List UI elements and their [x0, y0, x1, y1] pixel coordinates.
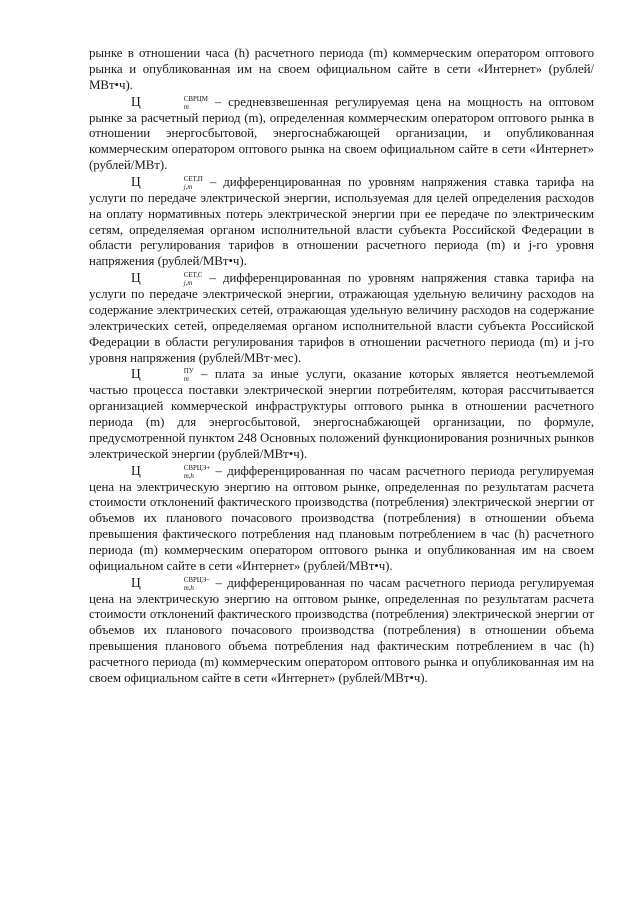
paragraph-1	[89, 46, 594, 94]
document-page	[89, 46, 594, 687]
paragraph-6-text: – дифференцированная по часам расчетного периода регулируемая цена на электрическую энергию на оптовом рынке, определенная по результатам расчета стоимости отклонений фактического производства (потребления) электрической энергии от объемов их планового почасового производства (потребления) в отношении объема превышения фактического потребления над плановым потреблением в час (h) расчетного периода (m) коммерческим оператором оптового рынка и опубликованная им на своем официальном сайте в сети «Интернет» (рублей/МВт•ч).	[89, 463, 594, 573]
price-symbol-set-p: Ц СЕТ,П j,m	[131, 173, 203, 191]
paragraph-4	[89, 270, 594, 366]
paragraph-6	[89, 463, 594, 575]
paragraph-3-text: – дифференцированная по уровням напряжения ставка тарифа на услуги по передаче электрической энергии, используемая для целей определения расходов на оплату нормативных потерь электрической энергии при ее передаче по электрическим сетям, определяемая органом исполнительной власти субъекта Российской Федерации в области регулирования тарифов в отношении расчетного периода (m) и j-го уровня напряжения (рублей/МВт•ч).	[89, 174, 594, 269]
price-symbol-svrce-minus: Ц СВРЦЭ− m,h	[131, 574, 211, 592]
price-symbol-set-s: Ц СЕТ,С j,m	[131, 270, 203, 288]
price-symbol-svrcm: Ц СВРЦМ m	[131, 93, 208, 111]
paragraph-5	[89, 366, 594, 462]
paragraph-3	[89, 174, 594, 270]
paragraph-5-text: – плата за иные услуги, оказание которых является неотъемлемой частью процесса поставки электрической энергии потребителям, которая рассчитывается организацией коммерческой инфраструктуры оптового рынка в отношении расчетного периода (m) для энергосбытовой, энергоснабжающей организации, по формуле, предусмотренной пунктом 248 Основных положений функционирования розничных рынков электрической энергии (рублей/МВт•ч).	[89, 367, 594, 461]
price-symbol-pu: Ц ПУ m	[131, 366, 194, 384]
paragraph-2	[89, 94, 594, 174]
paragraph-7-text: – дифференцированная по часам расчетного периода регулируемая цена на электрическую энергию на оптовом рынке, определенная по результатам расчета стоимости отклонений фактического производства (потребления) электрической энергии от объемов их планового почасового производства (потребления) в отношении объема превышения планового объема потребления над фактическим потреблением в час (h) расчетного периода (m) коммерческим оператором оптового рынка и опубликованная им на своем официальном сайте в сети «Интернет» (рублей/МВт•ч).	[89, 575, 594, 685]
price-symbol-svrce-plus: Ц СВРЦЭ+ m,h	[131, 462, 211, 480]
paragraph-1-text: рынке в отношении часа (h) расчетного периода (m) коммерческим оператором оптового рынка и опубликованная им на своем официальном сайте в сети «Интернет» (рублей/МВт•ч).	[89, 46, 594, 92]
paragraph-7	[89, 575, 594, 687]
paragraph-2-text: – средневзвешенная регулируемая цена на мощность на оптовом рынке за расчетный период (m), определенная коммерческим оператором оптового рынка в отношении энергосбытовой, энергоснабжающей организации, и опубликованная коммерческим оператором оптового рынка на своем официальном сайте в сети «Интернет» (рублей/МВт).	[89, 94, 594, 173]
paragraph-4-text: – дифференцированная по уровням напряжения ставка тарифа на услуги по передаче электрической энергии, отражающая удельную величину расходов на содержание электрических сетей, отражающая удельную величину расходов на содержание электрических сетей, определяемая органом исполнительной власти субъекта Российской Федерации в области регулирования тарифов в отношении расчетного периода (m) и j-го уровня напряжения (рублей/МВт·мес).	[89, 271, 594, 365]
